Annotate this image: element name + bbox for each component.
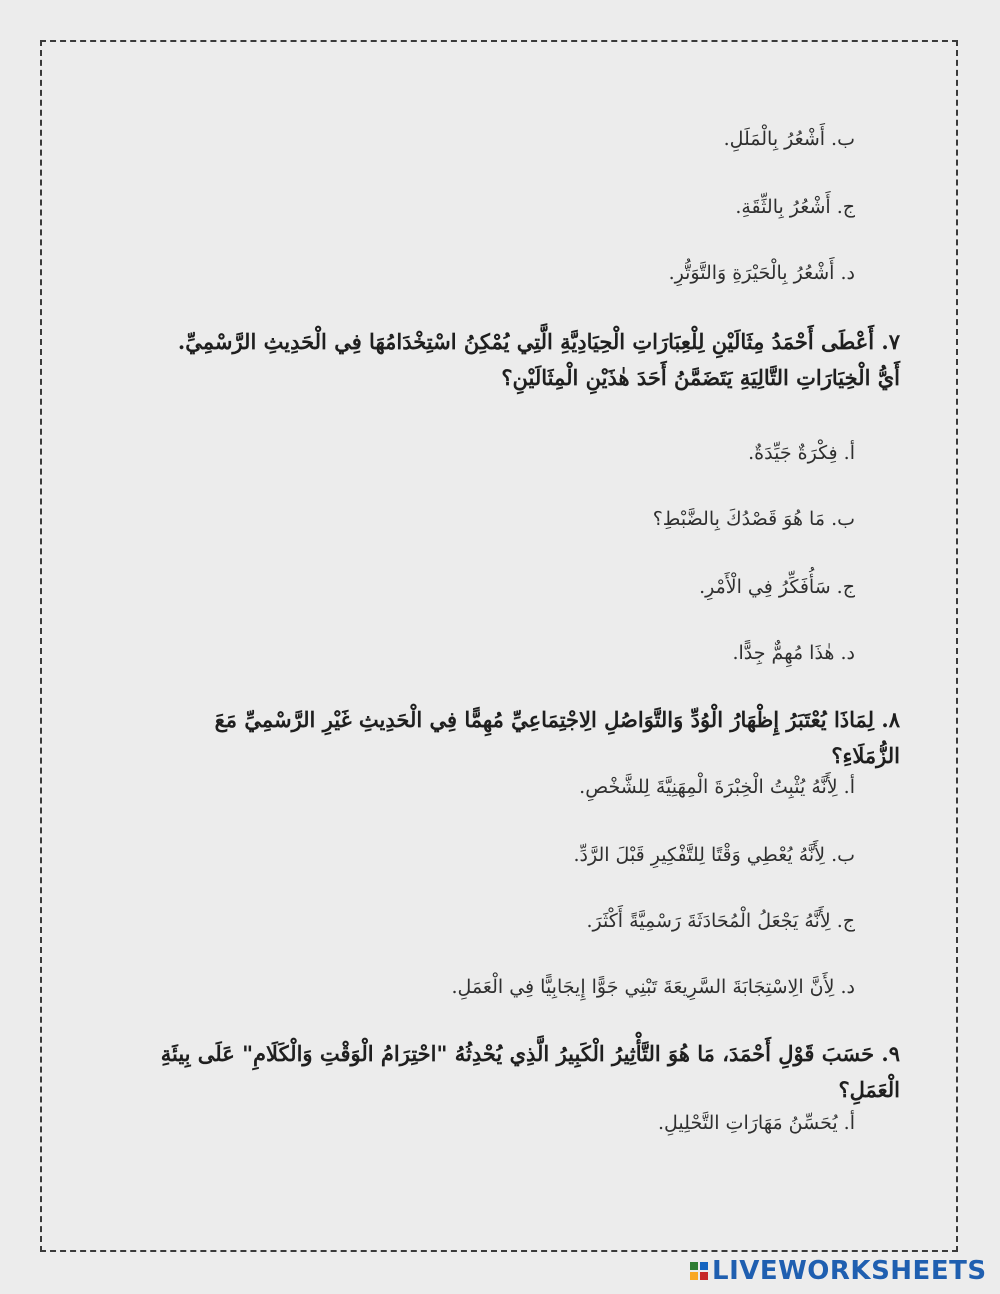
q6-option-c[interactable]: ج. أَشْعُرُ بِالثِّقَةِ.	[735, 196, 855, 218]
q7-option-d[interactable]: د. هٰذَا مُهِمٌّ جِدًّا.	[732, 642, 855, 664]
q6-option-b[interactable]: ب. أَشْعُرُ بِالْمَلَلِ.	[723, 128, 855, 150]
logo-square-green	[690, 1262, 698, 1270]
q7-option-a[interactable]: أ. فِكْرَةٌ جَيِّدَةٌ.	[748, 442, 855, 464]
question-9: ٩. حَسَبَ قَوْلِ أَحْمَدَ، مَا هُوَ التَّأْثِيرُ الْكَبِيرُ الَّذِي يُحْدِثُهُ "احْتِرَامُ الْوَقْتِ وَالْكَلَامِ" عَلَى بِيئَةِ الْعَمَلِ؟	[160, 1041, 900, 1102]
q9-option-a[interactable]: أ. يُحَسِّنُ مَهَارَاتِ التَّحْلِيلِ.	[658, 1112, 855, 1134]
q8-option-c[interactable]: ج. لِأَنَّهُ يَجْعَلُ الْمُحَادَثَةَ رَسْمِيَّةً أَكْثَرَ.	[586, 910, 855, 932]
logo-square-blue	[700, 1262, 708, 1270]
logo-square-red	[700, 1272, 708, 1280]
q7-option-b[interactable]: ب. مَا هُوَ قَصْدُكَ بِالضَّبْطِ؟	[652, 508, 855, 530]
logo-square-yellow	[690, 1272, 698, 1280]
q8-option-a[interactable]: أ. لِأَنَّهُ يُثْبِتُ الْخِبْرَةَ الْمِهَنِيَّةَ لِلشَّخْصِ.	[579, 776, 855, 798]
q8-option-b[interactable]: ب. لِأَنَّهُ يُعْطِي وَقْتًا لِلتَّفْكِيرِ قَبْلَ الرَّدِّ.	[573, 844, 855, 866]
brand-name: LIVEWORKSHEETS	[712, 1256, 987, 1286]
q7-option-c[interactable]: ج. سَأُفَكِّرُ فِي الْأَمْرِ.	[699, 576, 855, 598]
q8-option-d[interactable]: د. لِأَنَّ الِاسْتِجَابَةَ السَّرِيعَةَ تَبْنِي جَوًّا إِيجَابِيًّا فِي الْعَمَلِ.	[451, 976, 855, 998]
liveworksheets-logo[interactable]	[690, 1254, 987, 1288]
question-8: ٨. لِمَاذَا يُعْتَبَرُ إِظْهَارُ الْوُدِّ وَالتَّوَاصُلِ الِاجْتِمَاعِيِّ مُهِمًّا فِي الْحَدِيثِ غَيْرِ الرَّسْمِيِّ مَعَ الزُّمَلَاءِ؟	[214, 707, 900, 768]
q6-option-d[interactable]: د. أَشْعُرُ بِالْحَيْرَةِ وَالتَّوَتُّرِ.	[668, 262, 855, 284]
logo-squares-icon	[690, 1262, 708, 1280]
question-7: ٧. أَعْطَى أَحْمَدُ مِثَالَيْنِ لِلْعِبَارَاتِ الْحِيَادِيَّةِ الَّتِي يُمْكِنُ اسْتِخْدَامُهَا فِي الْحَدِيثِ الرَّسْمِيِّ. أَيُّ الْخِيَارَاتِ التَّالِيَةِ يَتَضَمَّنُ أَحَدَ هٰذَيْنِ الْمِثَالَيْنِ؟	[177, 329, 900, 390]
